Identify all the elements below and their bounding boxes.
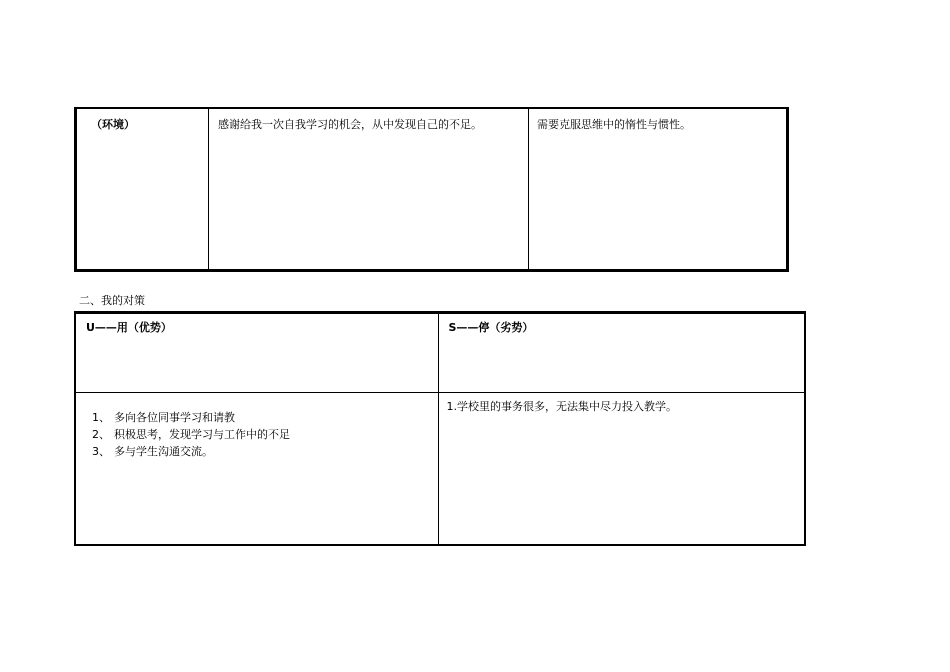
list-number: 2、 [92, 428, 110, 441]
list-text: 多与学生沟通交流。 [114, 445, 213, 458]
list-item [92, 443, 438, 460]
list-text: 多向各位同事学习和请教 [114, 411, 235, 424]
stop-weaknesses-header: S——停（劣势） [438, 313, 805, 393]
challenge-cell: 需要克服思维中的惰性与惯性。 [529, 108, 788, 270]
table-row [76, 108, 788, 270]
list-number: 1、 [92, 411, 110, 424]
strategy-table [74, 311, 806, 546]
environment-table [74, 107, 789, 272]
list-item [92, 409, 438, 426]
use-strengths-header: U——用（优势） [75, 313, 438, 393]
table-row [75, 393, 805, 545]
section-title: 二、我的对策 [79, 294, 145, 307]
list-item [92, 426, 438, 443]
list-number: 3、 [92, 445, 110, 458]
opportunity-cell: 感谢给我一次自我学习的机会，从中发现自己的不足。 [209, 108, 529, 270]
list-text: 积极思考，发现学习与工作中的不足 [114, 428, 290, 441]
use-strengths-list [75, 393, 438, 545]
stop-weaknesses-text: 1.学校里的事务很多，无法集中尽力投入教学。 [438, 393, 805, 545]
environment-label: （环境） [76, 108, 209, 270]
table-row [75, 313, 805, 393]
